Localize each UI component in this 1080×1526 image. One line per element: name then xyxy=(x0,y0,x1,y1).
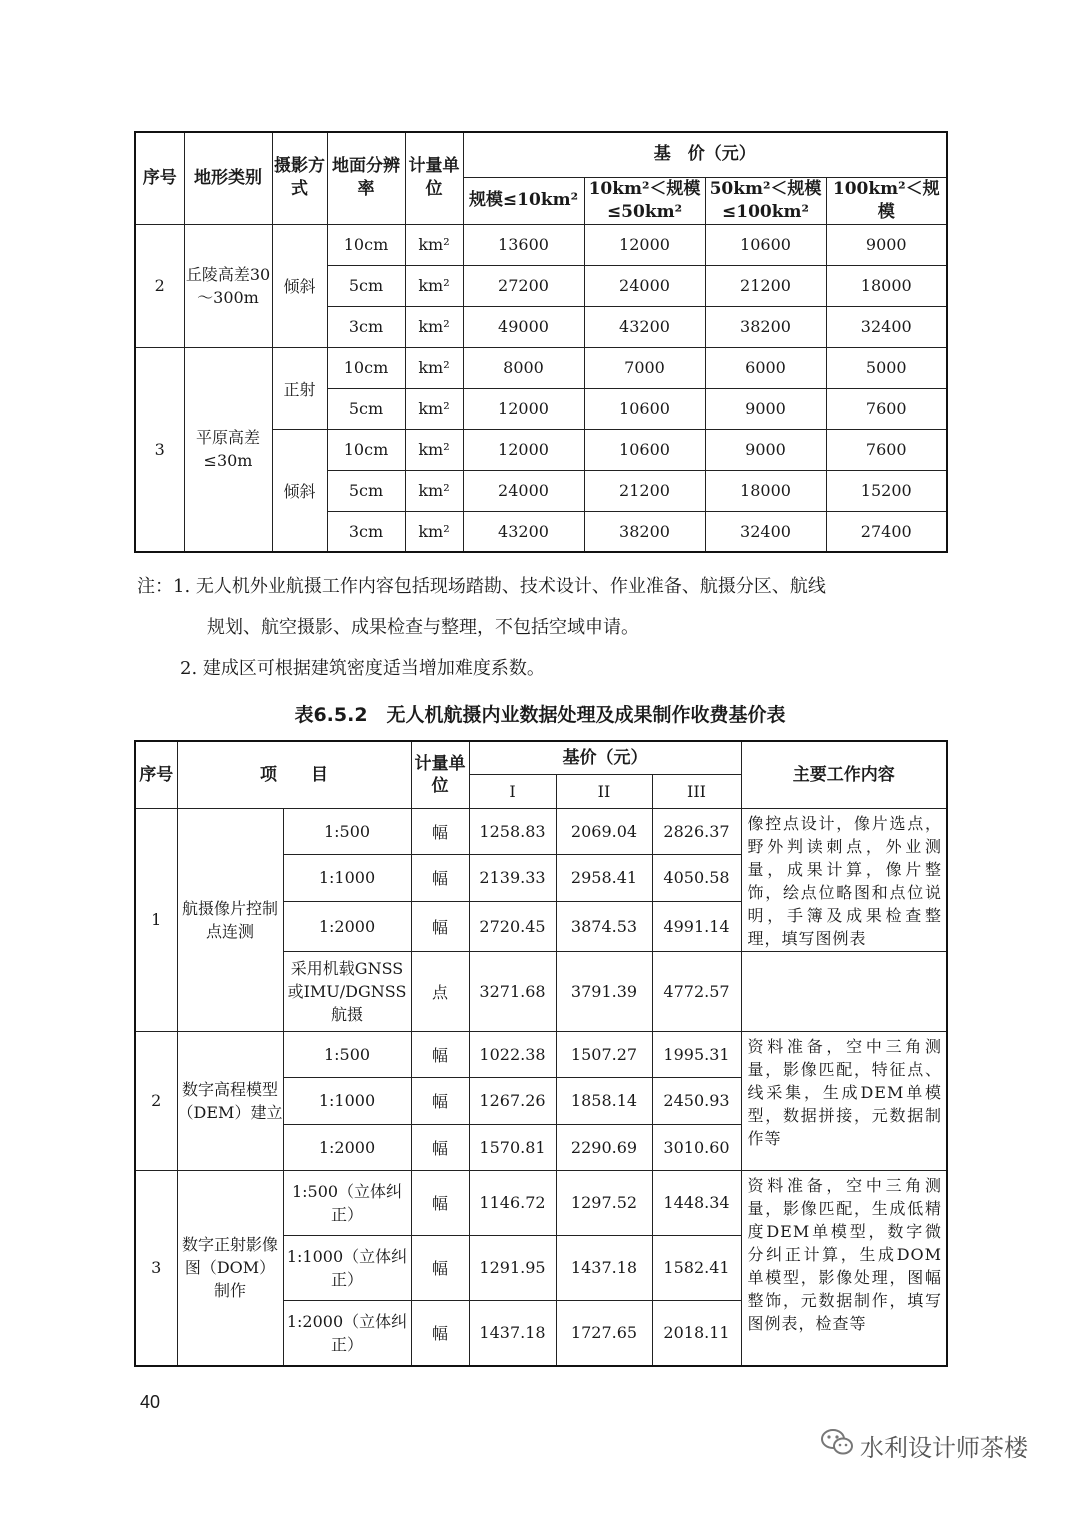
unit-cell: km² xyxy=(405,306,463,347)
work-content-cell-empty xyxy=(741,951,947,1031)
resolution-cell: 3cm xyxy=(327,511,405,552)
header-item: 项 目 xyxy=(177,741,411,808)
header-class-1: I xyxy=(469,774,556,808)
price-cell: 3791.39 xyxy=(556,951,652,1031)
header-scale-2: 10km²＜规模≤50km² xyxy=(584,177,705,224)
unit-cell: 幅 xyxy=(411,901,469,951)
watermark-text: 水利设计师茶楼 xyxy=(860,1433,1028,1462)
note-1-line-1: 1. 无人机外业航摄工作内容包括现场踏勘、技术设计、作业准备、航摄分区、航线 xyxy=(173,576,826,597)
price-cell: 2826.37 xyxy=(652,808,741,854)
price-cell: 8000 xyxy=(463,347,584,388)
table-row xyxy=(135,1170,947,1235)
price-cell: 1258.83 xyxy=(469,808,556,854)
price-cell: 9000 xyxy=(705,429,826,470)
price-cell: 1146.72 xyxy=(469,1170,556,1235)
price-cell: 12000 xyxy=(463,388,584,429)
header-resolution: 地面分辨率 xyxy=(327,132,405,224)
price-cell: 49000 xyxy=(463,306,584,347)
price-cell: 1267.26 xyxy=(469,1077,556,1124)
unit-cell: km² xyxy=(405,429,463,470)
header-scale-3: 50km²＜规模≤100km² xyxy=(705,177,826,224)
price-cell: 21200 xyxy=(584,470,705,511)
price-cell: 7000 xyxy=(584,347,705,388)
resolution-cell: 10cm xyxy=(327,429,405,470)
price-cell: 32400 xyxy=(705,511,826,552)
table-row xyxy=(135,1031,947,1077)
watermark xyxy=(820,1427,1028,1463)
price-cell: 4991.14 xyxy=(652,901,741,951)
price-cell: 4050.58 xyxy=(652,854,741,901)
price-cell: 24000 xyxy=(584,265,705,306)
resolution-cell: 10cm xyxy=(327,224,405,265)
note-2: 2. 建成区可根据建筑密度适当增加难度系数。 xyxy=(180,658,545,679)
scale-cell: 1:1000（立体纠正） xyxy=(283,1235,411,1300)
price-cell: 2139.33 xyxy=(469,854,556,901)
scale-cell: 1:500（立体纠正） xyxy=(283,1170,411,1235)
price-cell: 9000 xyxy=(826,224,947,265)
header-base-price: 基价（元） xyxy=(469,741,741,774)
table-notes xyxy=(137,566,957,689)
unit-cell: km² xyxy=(405,470,463,511)
header-work-content: 主要工作内容 xyxy=(741,741,947,808)
price-cell: 9000 xyxy=(705,388,826,429)
price-cell: 1437.18 xyxy=(556,1235,652,1300)
unit-cell: 幅 xyxy=(411,1300,469,1366)
unit-cell: 幅 xyxy=(411,854,469,901)
work-content-cell: 像控点设计，像片选点，野外判读刺点，外业测量，成果计算，像片整饰，绘点位略图和点位说明，手簿及成果检查整理，填写图例表 xyxy=(741,808,947,951)
page-number: 40 xyxy=(140,1392,161,1412)
table-aerial-survey-price xyxy=(134,131,948,553)
table-row xyxy=(135,808,947,854)
item-cell: 航摄像片控制点连测 xyxy=(177,808,283,1031)
header-class-2: II xyxy=(556,774,652,808)
price-cell: 27200 xyxy=(463,265,584,306)
note-1-line-2: 规划、航空摄影、成果检查与整理，不包括空域申请。 xyxy=(207,617,639,638)
scale-cell: 1:2000 xyxy=(283,1124,411,1170)
seq-cell: 3 xyxy=(135,347,184,552)
note-1 xyxy=(137,566,957,607)
price-cell: 21200 xyxy=(705,265,826,306)
header-seq: 序号 xyxy=(135,132,184,224)
scale-cell: 1:1000 xyxy=(283,1077,411,1124)
seq-cell: 3 xyxy=(135,1170,177,1366)
price-cell: 27400 xyxy=(826,511,947,552)
unit-cell: km² xyxy=(405,224,463,265)
header-base-price: 基 价（元） xyxy=(463,132,947,177)
header-scale-4: 100km²＜规模 xyxy=(826,177,947,224)
price-cell: 15200 xyxy=(826,470,947,511)
method-cell: 倾斜 xyxy=(272,429,327,552)
price-cell: 1727.65 xyxy=(556,1300,652,1366)
scale-cell: 1:500 xyxy=(283,808,411,854)
price-cell: 38200 xyxy=(584,511,705,552)
price-cell: 2018.11 xyxy=(652,1300,741,1366)
method-cell: 正射 xyxy=(272,347,327,429)
price-cell: 10600 xyxy=(584,388,705,429)
scale-cell: 1:2000（立体纠正） xyxy=(283,1300,411,1366)
unit-cell: km² xyxy=(405,388,463,429)
price-cell: 1995.31 xyxy=(652,1031,741,1077)
scale-cell: 采用机载GNSS或IMU/DGNSS航摄 xyxy=(283,951,411,1031)
price-cell: 43200 xyxy=(584,306,705,347)
price-cell: 1448.34 xyxy=(652,1170,741,1235)
price-cell: 2720.45 xyxy=(469,901,556,951)
scale-cell: 1:1000 xyxy=(283,854,411,901)
terrain-cell: 丘陵高差30～300m xyxy=(184,224,272,347)
header-unit: 计量单位 xyxy=(405,132,463,224)
unit-cell: km² xyxy=(405,265,463,306)
resolution-cell: 5cm xyxy=(327,470,405,511)
price-cell: 4772.57 xyxy=(652,951,741,1031)
header-seq: 序号 xyxy=(135,741,177,808)
price-cell: 10600 xyxy=(705,224,826,265)
price-cell: 32400 xyxy=(826,306,947,347)
price-cell: 6000 xyxy=(705,347,826,388)
price-cell: 3874.53 xyxy=(556,901,652,951)
price-cell: 3010.60 xyxy=(652,1124,741,1170)
resolution-cell: 5cm xyxy=(327,265,405,306)
price-cell: 5000 xyxy=(826,347,947,388)
unit-cell: 幅 xyxy=(411,1031,469,1077)
work-content-cell: 资料准备，空中三角测量，影像匹配，特征点、线采集，生成DEM单模型，数据拼接，元数据制作等 xyxy=(741,1031,947,1170)
price-cell: 2069.04 xyxy=(556,808,652,854)
seq-cell: 2 xyxy=(135,1031,177,1170)
work-content-cell: 资料准备，空中三角测量，影像匹配，生成低精度DEM单模型，数字微分纠正计算，生成DOM单模型，影像处理，图幅整饰，元数据制作，填写图例表，检查等 xyxy=(741,1170,947,1366)
price-cell: 1022.38 xyxy=(469,1031,556,1077)
price-cell: 38200 xyxy=(705,306,826,347)
unit-cell: 幅 xyxy=(411,1077,469,1124)
unit-cell: 幅 xyxy=(411,1235,469,1300)
price-cell: 3271.68 xyxy=(469,951,556,1031)
price-cell: 7600 xyxy=(826,429,947,470)
header-scale-1: 规模≤10km² xyxy=(463,177,584,224)
price-cell: 12000 xyxy=(463,429,584,470)
price-cell: 13600 xyxy=(463,224,584,265)
price-cell: 18000 xyxy=(826,265,947,306)
unit-cell: 幅 xyxy=(411,808,469,854)
table-data-processing-price xyxy=(134,740,948,1367)
table-row xyxy=(135,224,947,265)
price-cell: 1570.81 xyxy=(469,1124,556,1170)
note-label: 注： xyxy=(137,576,173,597)
unit-cell: 幅 xyxy=(411,1124,469,1170)
resolution-cell: 5cm xyxy=(327,388,405,429)
resolution-cell: 3cm xyxy=(327,306,405,347)
item-cell: 数字高程模型（DEM）建立 xyxy=(177,1031,283,1170)
terrain-cell: 平原高差≤30m xyxy=(184,347,272,552)
unit-cell: 点 xyxy=(411,951,469,1031)
price-cell: 1297.52 xyxy=(556,1170,652,1235)
price-cell: 1582.41 xyxy=(652,1235,741,1300)
item-cell: 数字正射影像图（DOM）制作 xyxy=(177,1170,283,1366)
scale-cell: 1:2000 xyxy=(283,901,411,951)
price-cell: 1858.14 xyxy=(556,1077,652,1124)
method-cell: 倾斜 xyxy=(272,224,327,347)
price-cell: 18000 xyxy=(705,470,826,511)
seq-cell: 1 xyxy=(135,808,177,1031)
price-cell: 7600 xyxy=(826,388,947,429)
table-row xyxy=(135,347,947,388)
unit-cell: km² xyxy=(405,347,463,388)
price-cell: 2958.41 xyxy=(556,854,652,901)
header-class-3: III xyxy=(652,774,741,808)
scale-cell: 1:500 xyxy=(283,1031,411,1077)
price-cell: 1437.18 xyxy=(469,1300,556,1366)
header-unit: 计量单位 xyxy=(411,741,469,808)
resolution-cell: 10cm xyxy=(327,347,405,388)
price-cell: 1291.95 xyxy=(469,1235,556,1300)
price-cell: 1507.27 xyxy=(556,1031,652,1077)
header-terrain: 地形类别 xyxy=(184,132,272,224)
unit-cell: km² xyxy=(405,511,463,552)
price-cell: 2290.69 xyxy=(556,1124,652,1170)
header-method: 摄影方式 xyxy=(272,132,327,224)
table-2-caption: 表6.5.2 无人机航摄内业数据处理及成果制作收费基价表 xyxy=(294,704,786,726)
price-cell: 12000 xyxy=(584,224,705,265)
price-cell: 2450.93 xyxy=(652,1077,741,1124)
wechat-icon xyxy=(820,1427,854,1463)
price-cell: 24000 xyxy=(463,470,584,511)
seq-cell: 2 xyxy=(135,224,184,347)
unit-cell: 幅 xyxy=(411,1170,469,1235)
price-cell: 43200 xyxy=(463,511,584,552)
price-cell: 10600 xyxy=(584,429,705,470)
